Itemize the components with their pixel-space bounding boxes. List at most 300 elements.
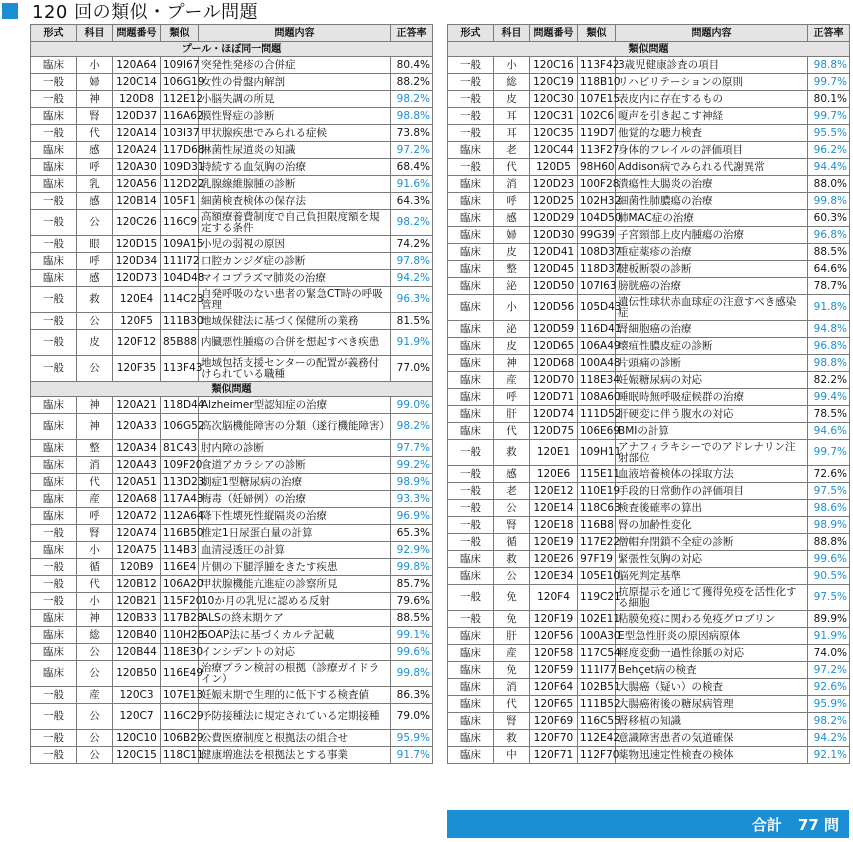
cell-question-number: 120D34 <box>113 253 161 270</box>
cell-content: 腎移植の知識 <box>616 713 808 730</box>
cell-content: Behçet病の検査 <box>616 662 808 679</box>
cell-format: 一般 <box>31 593 77 610</box>
cell-similar: 111D52 <box>578 406 616 423</box>
cell-correct-rate: 91.6% <box>391 176 433 193</box>
table-row <box>448 517 850 534</box>
cell-correct-rate: 77.0% <box>391 356 433 382</box>
cell-correct-rate: 88.5% <box>391 610 433 627</box>
cell-subject: 感 <box>77 142 113 159</box>
cell-subject: 循 <box>77 559 113 576</box>
table-row <box>31 330 433 356</box>
cell-similar: 113D23 <box>161 474 199 491</box>
cell-correct-rate: 98.8% <box>808 57 850 74</box>
cell-format: 臨床 <box>448 568 494 585</box>
cell-question-number: 120F59 <box>530 662 578 679</box>
cell-format: 臨床 <box>31 57 77 74</box>
cell-correct-rate: 94.4% <box>808 159 850 176</box>
cell-format: 臨床 <box>448 278 494 295</box>
cell-question-number: 120C7 <box>113 704 161 730</box>
cell-format: 一般 <box>448 57 494 74</box>
cell-subject: 皮 <box>494 244 530 261</box>
cell-question-number: 120F4 <box>530 585 578 611</box>
table-row <box>31 474 433 491</box>
cell-correct-rate: 97.2% <box>808 662 850 679</box>
cell-subject: 公 <box>77 730 113 747</box>
table-row <box>31 74 433 91</box>
cell-similar: 112D22 <box>161 176 199 193</box>
cell-subject: 消 <box>77 457 113 474</box>
cell-subject: 老 <box>494 483 530 500</box>
cell-subject: 耳 <box>494 108 530 125</box>
cell-question-number: 120A43 <box>113 457 161 474</box>
cell-format: 臨床 <box>448 227 494 244</box>
cell-format: 一般 <box>448 500 494 517</box>
table-row <box>31 747 433 764</box>
column-header-question-number: 問題番号 <box>113 25 161 42</box>
cell-content: 壊疽性膿皮症の診断 <box>616 338 808 355</box>
cell-similar: 117D68 <box>161 142 199 159</box>
cell-question-number: 120A51 <box>113 474 161 491</box>
cell-format: 臨床 <box>31 474 77 491</box>
cell-question-number: 120B50 <box>113 661 161 687</box>
table-row <box>31 125 433 142</box>
cell-similar: 119C21 <box>578 585 616 611</box>
cell-format: 臨床 <box>448 355 494 372</box>
cell-question-number: 120A68 <box>113 491 161 508</box>
table-row <box>31 593 433 610</box>
cell-content: Addison病でみられる代謝異常 <box>616 159 808 176</box>
cell-similar: 117C54 <box>578 645 616 662</box>
cell-format: 臨床 <box>31 159 77 176</box>
table-row <box>448 466 850 483</box>
section-header-row <box>31 42 433 57</box>
cell-content: 高額療養費制度で自己負担限度額を規定する条件 <box>199 210 391 236</box>
cell-correct-rate: 94.2% <box>808 730 850 747</box>
cell-subject: 救 <box>494 551 530 568</box>
cell-correct-rate: 88.0% <box>808 176 850 193</box>
cell-content: 10か月の乳児に認める反射 <box>199 593 391 610</box>
cell-subject: 皮 <box>494 338 530 355</box>
cell-question-number: 120F69 <box>530 713 578 730</box>
cell-subject: 代 <box>77 474 113 491</box>
cell-format: 臨床 <box>31 397 77 414</box>
cell-correct-rate: 94.2% <box>391 270 433 287</box>
cell-format: 一般 <box>31 559 77 576</box>
cell-content: 血液培養検体の採取方法 <box>616 466 808 483</box>
left-question-table <box>30 24 433 764</box>
cell-subject: 公 <box>77 644 113 661</box>
cell-question-number: 120C26 <box>113 210 161 236</box>
cell-correct-rate: 79.0% <box>391 704 433 730</box>
table-row <box>31 108 433 125</box>
table-row <box>31 287 433 313</box>
cell-content: マイコプラズマ肺炎の治療 <box>199 270 391 287</box>
cell-format: 臨床 <box>448 645 494 662</box>
cell-subject: 腎 <box>494 517 530 534</box>
cell-correct-rate: 72.6% <box>808 466 850 483</box>
cell-correct-rate: 98.2% <box>391 210 433 236</box>
cell-format: 一般 <box>448 466 494 483</box>
cell-format: 一般 <box>448 611 494 628</box>
table-row <box>31 142 433 159</box>
section-header-row <box>31 382 433 397</box>
left-table-body <box>31 42 433 764</box>
table-row <box>31 414 433 440</box>
cell-content: 淋菌性尿道炎の知識 <box>199 142 391 159</box>
cell-format: 臨床 <box>448 713 494 730</box>
cell-content: 睡眠時無呼吸症候群の治療 <box>616 389 808 406</box>
cell-content: 抗原提示を通じて獲得免疫を活性化する細胞 <box>616 585 808 611</box>
cell-content: 潰瘍性大腸炎の治療 <box>616 176 808 193</box>
cell-content: 降下性壊死性縦隔炎の治療 <box>199 508 391 525</box>
cell-similar: 107I63 <box>578 278 616 295</box>
cell-question-number: 120E4 <box>113 287 161 313</box>
table-row <box>448 159 850 176</box>
cell-question-number: 120E26 <box>530 551 578 568</box>
table-row <box>31 687 433 704</box>
cell-correct-rate: 91.9% <box>808 628 850 645</box>
cell-content: リハビリテーションの原則 <box>616 74 808 91</box>
cell-subject: 腎 <box>77 525 113 542</box>
cell-subject: 救 <box>494 730 530 747</box>
cell-correct-rate: 96.9% <box>391 508 433 525</box>
cell-content: 僧帽弁閉鎖不全症の診断 <box>616 534 808 551</box>
cell-subject: 神 <box>77 610 113 627</box>
cell-correct-rate: 99.2% <box>391 457 433 474</box>
cell-format: 臨床 <box>31 270 77 287</box>
cell-subject: 腎 <box>77 108 113 125</box>
cell-similar: 114C23 <box>161 287 199 313</box>
cell-subject: 皮 <box>494 91 530 108</box>
cell-correct-rate: 99.1% <box>391 627 433 644</box>
cell-similar: 118E34 <box>578 372 616 389</box>
title-bar <box>2 1 258 21</box>
cell-question-number: 120D56 <box>530 295 578 321</box>
cell-question-number: 120D70 <box>530 372 578 389</box>
cell-correct-rate: 99.7% <box>808 440 850 466</box>
table-row <box>448 713 850 730</box>
cell-similar: 116C55 <box>578 713 616 730</box>
cell-format: 臨床 <box>31 457 77 474</box>
cell-similar: 116D41 <box>578 321 616 338</box>
cell-content: 治療プラン検討の根拠（診療ガイドライン） <box>199 661 391 687</box>
cell-subject: 救 <box>494 440 530 466</box>
cell-correct-rate: 99.6% <box>391 644 433 661</box>
cell-content: 内臓悪性腫瘍の合併を想起すべき疾患 <box>199 330 391 356</box>
cell-content: 薬物迅速定性検査の検体 <box>616 747 808 764</box>
cell-question-number: 120D59 <box>530 321 578 338</box>
table-row <box>448 662 850 679</box>
column-header-question-number: 問題番号 <box>530 25 578 42</box>
cell-similar: 102C6 <box>578 108 616 125</box>
cell-question-number: 120D74 <box>530 406 578 423</box>
cell-similar: 117B28 <box>161 610 199 627</box>
cell-question-number: 120D15 <box>113 236 161 253</box>
cell-question-number: 120A33 <box>113 414 161 440</box>
cell-format: 臨床 <box>31 253 77 270</box>
cell-content: 肝硬変に伴う腹水の対応 <box>616 406 808 423</box>
section-title: プール・ほぼ同一問題 <box>31 42 433 57</box>
cell-similar: 109I67 <box>161 57 199 74</box>
cell-subject: 公 <box>77 356 113 382</box>
cell-question-number: 120A21 <box>113 397 161 414</box>
cell-question-number: 120A34 <box>113 440 161 457</box>
table-row <box>448 440 850 466</box>
column-header-correct-rate: 正答率 <box>808 25 850 42</box>
table-row <box>448 500 850 517</box>
page-title: 120 回の類似・プール問題 <box>32 2 259 23</box>
cell-content: 高次脳機能障害の分類（遂行機能障害） <box>199 414 391 440</box>
cell-similar: 118D44 <box>161 397 199 414</box>
cell-subject: 総 <box>494 74 530 91</box>
cell-subject: 消 <box>494 679 530 696</box>
cell-subject: 消 <box>494 176 530 193</box>
column-header-format: 形式 <box>448 25 494 42</box>
cell-content: 細菌性肺膿瘍の治療 <box>616 193 808 210</box>
cell-similar: 115E11 <box>578 466 616 483</box>
cell-subject: 公 <box>77 661 113 687</box>
cell-question-number: 120F58 <box>530 645 578 662</box>
cell-question-number: 120D73 <box>113 270 161 287</box>
cell-similar: 116A62 <box>161 108 199 125</box>
cell-similar: 109H11 <box>578 440 616 466</box>
cell-similar: 119D7 <box>578 125 616 142</box>
cell-question-number: 120B14 <box>113 193 161 210</box>
table-row <box>448 628 850 645</box>
table-row <box>31 508 433 525</box>
cell-content: 表皮内に存在するもの <box>616 91 808 108</box>
cell-content: 細菌検査検体の保存法 <box>199 193 391 210</box>
column-header-similar: 類似 <box>161 25 199 42</box>
cell-similar: 111I77 <box>578 662 616 679</box>
cell-content: 甲状腺機能亢進症の診察所見 <box>199 576 391 593</box>
cell-similar: 103I37 <box>161 125 199 142</box>
cell-correct-rate: 98.2% <box>391 91 433 108</box>
cell-question-number: 120C15 <box>113 747 161 764</box>
right-table-header-row <box>448 25 850 42</box>
cell-format: 臨床 <box>448 372 494 389</box>
cell-correct-rate: 99.7% <box>808 74 850 91</box>
cell-content: 口腔カンジダ症の診断 <box>199 253 391 270</box>
cell-correct-rate: 99.8% <box>391 559 433 576</box>
cell-question-number: 120D50 <box>530 278 578 295</box>
cell-subject: 感 <box>494 466 530 483</box>
cell-subject: 泌 <box>494 321 530 338</box>
table-row <box>448 210 850 227</box>
cell-correct-rate: 68.4% <box>391 159 433 176</box>
cell-similar: 112E42 <box>578 730 616 747</box>
cell-similar: 116E4 <box>161 559 199 576</box>
cell-similar: 109A15 <box>161 236 199 253</box>
column-header-subject: 科目 <box>494 25 530 42</box>
cell-similar: 106A49 <box>578 338 616 355</box>
cell-subject: 呼 <box>494 193 530 210</box>
cell-format: 臨床 <box>448 696 494 713</box>
cell-similar: 113F27 <box>578 142 616 159</box>
cell-correct-rate: 94.8% <box>808 321 850 338</box>
cell-similar: 107E13 <box>161 687 199 704</box>
table-row <box>448 406 850 423</box>
cell-question-number: 120D71 <box>530 389 578 406</box>
cell-content: 地域保健法に基づく保健所の業務 <box>199 313 391 330</box>
cell-correct-rate: 91.8% <box>808 295 850 321</box>
cell-correct-rate: 90.5% <box>808 568 850 585</box>
cell-format: 一般 <box>31 704 77 730</box>
cell-subject: 中 <box>494 747 530 764</box>
cell-correct-rate: 64.6% <box>808 261 850 278</box>
cell-subject: 救 <box>77 287 113 313</box>
cell-format: 一般 <box>31 313 77 330</box>
cell-subject: 小 <box>77 542 113 559</box>
cell-similar: 108A60 <box>578 389 616 406</box>
cell-format: 臨床 <box>448 176 494 193</box>
cell-content: 小児の弱視の原因 <box>199 236 391 253</box>
cell-similar: 107E15 <box>578 91 616 108</box>
cell-format: 一般 <box>448 585 494 611</box>
cell-subject: 代 <box>494 696 530 713</box>
cell-question-number: 120F5 <box>113 313 161 330</box>
cell-correct-rate: 81.5% <box>391 313 433 330</box>
table-row <box>31 730 433 747</box>
cell-correct-rate: 95.9% <box>391 730 433 747</box>
cell-content: 手段的日常動作の評価項目 <box>616 483 808 500</box>
cell-content: 乳腺線維腺腫の診断 <box>199 176 391 193</box>
cell-correct-rate: 89.9% <box>808 611 850 628</box>
cell-format: 臨床 <box>448 406 494 423</box>
table-row <box>448 551 850 568</box>
cell-similar: 106B29 <box>161 730 199 747</box>
table-row <box>31 270 433 287</box>
table-row <box>448 645 850 662</box>
cell-question-number: 120C3 <box>113 687 161 704</box>
table-row <box>448 389 850 406</box>
cell-correct-rate: 99.6% <box>808 551 850 568</box>
cell-correct-rate: 97.2% <box>391 142 433 159</box>
cell-format: 臨床 <box>31 508 77 525</box>
cell-format: 一般 <box>31 91 77 108</box>
cell-similar: 98H60 <box>578 159 616 176</box>
cell-subject: 感 <box>77 270 113 287</box>
cell-similar: 110H28 <box>161 627 199 644</box>
cell-similar: 105D43 <box>578 295 616 321</box>
cell-content: アナフィラキシーでのアドレナリン注射部位 <box>616 440 808 466</box>
cell-content: 肺MAC症の治療 <box>616 210 808 227</box>
cell-subject: 神 <box>494 355 530 372</box>
cell-question-number: 120F56 <box>530 628 578 645</box>
cell-question-number: 120A64 <box>113 57 161 74</box>
table-row <box>31 253 433 270</box>
cell-correct-rate: 64.3% <box>391 193 433 210</box>
cell-subject: 泌 <box>494 278 530 295</box>
cell-subject: 公 <box>77 313 113 330</box>
cell-similar: 100F28 <box>578 176 616 193</box>
cell-subject: 皮 <box>77 330 113 356</box>
section-title: 類似問題 <box>448 42 850 57</box>
cell-similar: 106E69 <box>578 423 616 440</box>
cell-format: 臨床 <box>31 414 77 440</box>
cell-question-number: 120E12 <box>530 483 578 500</box>
cell-subject: 乳 <box>77 176 113 193</box>
cell-similar: 111B30 <box>161 313 199 330</box>
cell-subject: 循 <box>494 534 530 551</box>
cell-question-number: 120A56 <box>113 176 161 193</box>
cell-content: 腎の加齢性変化 <box>616 517 808 534</box>
cell-question-number: 120E19 <box>530 534 578 551</box>
cell-correct-rate: 95.9% <box>808 696 850 713</box>
cell-similar: 102H32 <box>578 193 616 210</box>
cell-question-number: 120A74 <box>113 525 161 542</box>
cell-correct-rate: 96.8% <box>808 338 850 355</box>
table-row <box>31 576 433 593</box>
cell-format: 臨床 <box>31 108 77 125</box>
cell-correct-rate: 85.7% <box>391 576 433 593</box>
cell-format: 臨床 <box>448 747 494 764</box>
cell-similar: 114B3 <box>161 542 199 559</box>
cell-subject: 感 <box>77 193 113 210</box>
cell-content: 重症薬疹の治療 <box>616 244 808 261</box>
cell-subject: 公 <box>494 568 530 585</box>
cell-content: 軽度変動一過性徐脈の対応 <box>616 645 808 662</box>
table-row <box>448 125 850 142</box>
cell-content: 梅毒（妊婦例）の治療 <box>199 491 391 508</box>
table-row <box>31 236 433 253</box>
cell-correct-rate: 92.1% <box>808 747 850 764</box>
cell-similar: 85B88 <box>161 330 199 356</box>
cell-correct-rate: 98.8% <box>808 355 850 372</box>
cell-similar: 112F70 <box>578 747 616 764</box>
table-row <box>448 747 850 764</box>
cell-correct-rate: 73.8% <box>391 125 433 142</box>
cell-correct-rate: 96.8% <box>808 227 850 244</box>
table-row <box>448 423 850 440</box>
cell-question-number: 120D30 <box>530 227 578 244</box>
table-row <box>31 91 433 108</box>
cell-format: 臨床 <box>448 551 494 568</box>
table-row <box>31 397 433 414</box>
cell-content: 他覚的な聴力検査 <box>616 125 808 142</box>
cell-similar: 100A30 <box>578 628 616 645</box>
cell-similar: 110E19 <box>578 483 616 500</box>
cell-question-number: 120E14 <box>530 500 578 517</box>
cell-similar: 113F43 <box>161 356 199 382</box>
cell-similar: 108D37 <box>578 244 616 261</box>
cell-format: 一般 <box>31 687 77 704</box>
table-row <box>448 696 850 713</box>
cell-question-number: 120B21 <box>113 593 161 610</box>
cell-correct-rate: 88.5% <box>808 244 850 261</box>
cell-subject: 総 <box>77 627 113 644</box>
cell-question-number: 120B44 <box>113 644 161 661</box>
table-row <box>31 356 433 382</box>
table-row <box>448 91 850 108</box>
cell-format: 一般 <box>31 576 77 593</box>
cell-question-number: 120A30 <box>113 159 161 176</box>
cell-question-number: 120D5 <box>530 159 578 176</box>
cell-format: 一般 <box>31 525 77 542</box>
cell-question-number: 120B40 <box>113 627 161 644</box>
cell-similar: 116C29 <box>161 704 199 730</box>
cell-format: 臨床 <box>448 423 494 440</box>
cell-correct-rate: 98.2% <box>391 414 433 440</box>
cell-similar: 113F42 <box>578 57 616 74</box>
cell-format: 臨床 <box>448 295 494 321</box>
section-title: 類似問題 <box>31 382 433 397</box>
cell-format: 一般 <box>448 125 494 142</box>
table-row <box>448 730 850 747</box>
cell-similar: 115F20 <box>161 593 199 610</box>
cell-similar: 105F1 <box>161 193 199 210</box>
cell-similar: 104D48 <box>161 270 199 287</box>
